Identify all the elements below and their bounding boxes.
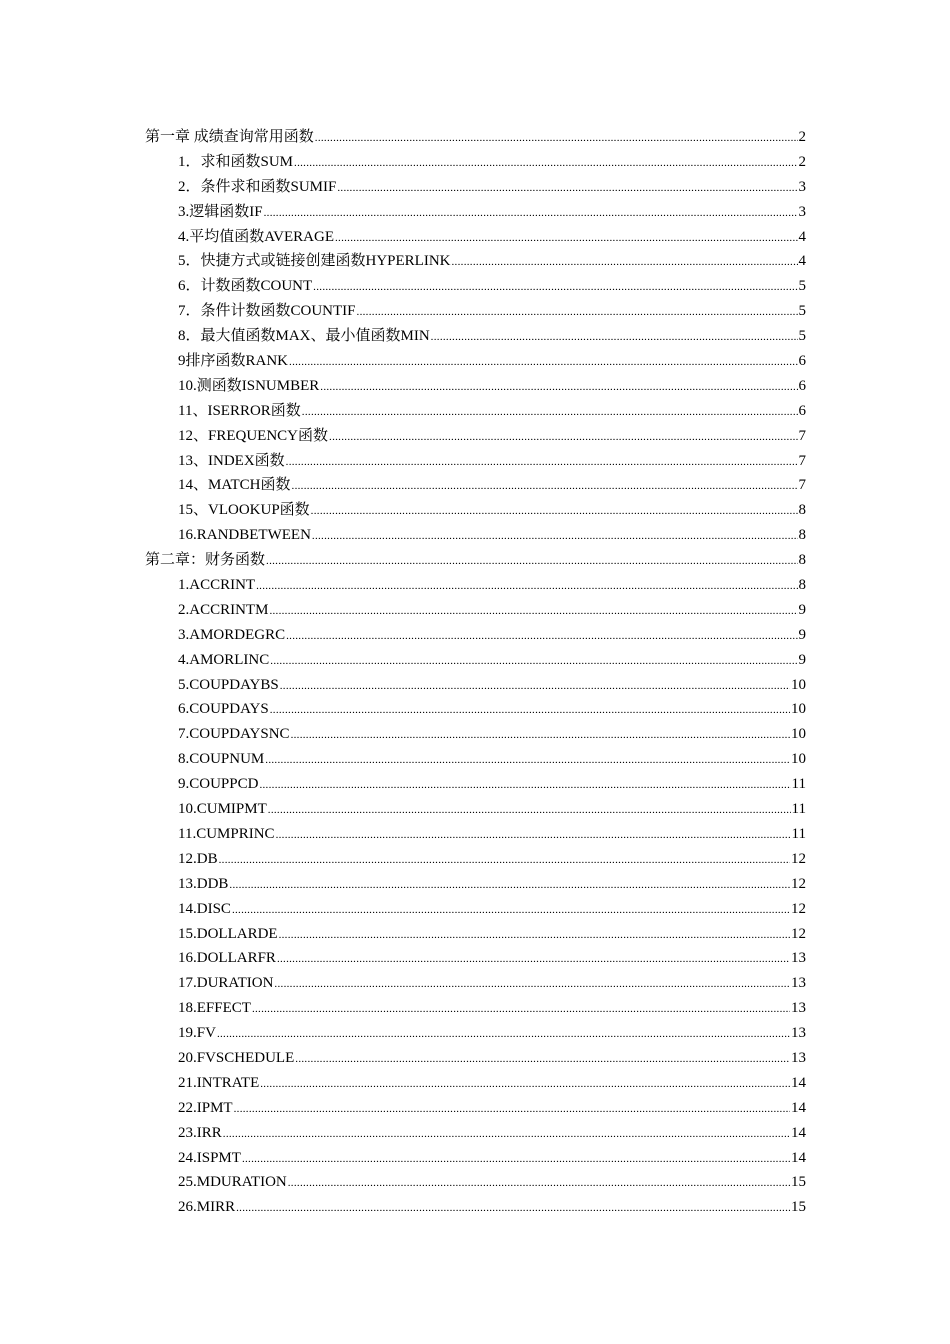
- toc-entry-title: 21.INTRATE: [178, 1074, 260, 1091]
- toc-entry-title: 5．快捷方式或链接创建函数HYPERLINK: [178, 253, 451, 270]
- toc-entry[interactable]: [145, 150, 806, 175]
- toc-entry[interactable]: [145, 1146, 806, 1171]
- toc-page-number: 9: [798, 651, 806, 668]
- toc-entry[interactable]: [145, 872, 806, 897]
- toc-entry-title: 4.AMORLINC: [178, 651, 270, 668]
- toc-dot-leader: [288, 1171, 790, 1195]
- toc-entry[interactable]: [145, 697, 806, 722]
- toc-entry[interactable]: [145, 523, 806, 548]
- toc-dot-leader: [274, 972, 790, 996]
- toc-dot-leader: [302, 400, 798, 424]
- toc-page-number: 7: [798, 477, 806, 494]
- toc-entry-title: 1.ACCRINT: [178, 577, 256, 594]
- toc-page-number: 5: [798, 328, 806, 345]
- toc-dot-leader: [270, 649, 797, 673]
- toc-page-number: 14: [791, 1124, 806, 1141]
- toc-page-number: 8: [798, 577, 806, 594]
- toc-entry-title: 23.IRR: [178, 1124, 222, 1141]
- toc-dot-leader: [312, 524, 798, 548]
- toc-entry[interactable]: [145, 673, 806, 698]
- toc-entry[interactable]: [145, 399, 806, 424]
- toc-page-number: 9: [798, 626, 806, 643]
- toc-page-number: 10: [791, 726, 806, 743]
- toc-entry-title: 20.FVSCHEDULE: [178, 1049, 295, 1066]
- toc-page-number: 13: [791, 950, 806, 967]
- toc-entry-title: 第一章 成绩查询常用函数: [145, 129, 314, 145]
- toc-entry-title: 1．求和函数SUM: [178, 153, 294, 170]
- toc-page-number: 6: [798, 377, 806, 394]
- toc-dot-leader: [223, 1122, 790, 1146]
- toc-entry[interactable]: [145, 623, 806, 648]
- toc-entry[interactable]: [145, 175, 806, 200]
- toc-page-number: 13: [791, 1049, 806, 1066]
- toc-dot-leader: [217, 1022, 790, 1046]
- toc-entry-title: 第二章：财务函数: [145, 552, 266, 569]
- toc-dot-leader: [242, 1147, 790, 1171]
- toc-dot-leader: [320, 375, 797, 399]
- toc-dot-leader: [219, 848, 790, 872]
- toc-page-number: 8: [798, 552, 806, 569]
- toc-entry-title: 2．条件求和函数SUMIF: [178, 178, 337, 195]
- toc-entry-title: 16.RANDBETWEEN: [178, 527, 311, 544]
- toc-entry[interactable]: [145, 722, 806, 747]
- toc-page-number: 15: [791, 1174, 806, 1191]
- toc-dot-leader: [315, 126, 798, 150]
- toc-entry-title: 14、MATCH函数: [178, 477, 291, 494]
- toc-entry-title: 13、INDEX函数: [178, 452, 285, 469]
- toc-entry[interactable]: [145, 1170, 806, 1195]
- toc-dot-leader: [313, 275, 797, 299]
- toc-entry-title: 10.测函数ISNUMBER: [178, 377, 320, 394]
- toc-entry[interactable]: [145, 449, 806, 474]
- toc-dot-leader: [289, 350, 797, 374]
- toc-page-number: 12: [791, 925, 806, 942]
- toc-dot-leader: [431, 325, 798, 349]
- toc-dot-leader: [286, 450, 798, 474]
- toc-entry[interactable]: [145, 324, 806, 349]
- toc-page-number: 11: [791, 825, 806, 842]
- toc-page-number: 3: [798, 178, 806, 195]
- toc-dot-leader: [266, 549, 797, 573]
- toc-dot-leader: [234, 1097, 790, 1121]
- toc-dot-leader: [268, 798, 791, 822]
- toc-entry-title: 7.COUPDAYSNC: [178, 726, 290, 743]
- toc-entry-title: 19.FV: [178, 1025, 216, 1042]
- toc-page-number: 6: [798, 402, 806, 419]
- toc-dot-leader: [291, 723, 790, 747]
- toc-entry-title: 14.DISC: [178, 900, 231, 917]
- toc-dot-leader: [277, 947, 790, 971]
- toc-entry-title: 9排序函数RANK: [178, 353, 289, 370]
- toc-page-number: 4: [798, 228, 806, 245]
- toc-page-number: 2: [798, 129, 806, 145]
- toc-page-number: 10: [791, 701, 806, 718]
- toc-page-number: 3: [798, 203, 806, 220]
- toc-entry-title: 18.EFFECT: [178, 1000, 251, 1017]
- toc-entry-title: 2.ACCRINTM: [178, 601, 269, 618]
- toc-dot-leader: [229, 873, 790, 897]
- toc-dot-leader: [292, 474, 798, 498]
- toc-dot-leader: [265, 748, 790, 772]
- toc-page-number: 13: [791, 1000, 806, 1017]
- toc-page-number: 14: [791, 1149, 806, 1166]
- toc-entry-title: 25.MDURATION: [178, 1174, 287, 1191]
- toc-dot-leader: [269, 599, 797, 623]
- toc-page-number: 10: [791, 751, 806, 768]
- toc-entry[interactable]: [145, 349, 806, 374]
- toc-page-number: 14: [791, 1099, 806, 1116]
- toc-entry[interactable]: [145, 249, 806, 274]
- toc-entry[interactable]: [145, 648, 806, 673]
- toc-dot-leader: [337, 176, 797, 200]
- toc-entry[interactable]: [145, 1195, 806, 1220]
- toc-entry-title: 11.CUMPRINC: [178, 825, 275, 842]
- toc-dot-leader: [232, 898, 790, 922]
- toc-entry[interactable]: [145, 598, 806, 623]
- toc-entry[interactable]: [145, 573, 806, 598]
- toc-entry-title: 15、VLOOKUP函数: [178, 502, 310, 519]
- toc-entry-title: 7．条件计数函数COUNTIF: [178, 303, 356, 320]
- toc-chapter-entry[interactable]: [145, 548, 806, 573]
- toc-entry[interactable]: [145, 473, 806, 498]
- toc-entry-title: 26.MIRR: [178, 1199, 236, 1216]
- toc-entry-title: 8．最大值函数MAX、最小值函数MIN: [178, 328, 430, 345]
- toc-page-number: 8: [798, 527, 806, 544]
- toc-entry[interactable]: [145, 797, 806, 822]
- toc-dot-leader: [357, 300, 798, 324]
- toc-entry[interactable]: [145, 747, 806, 772]
- toc-page-number: 14: [791, 1074, 806, 1091]
- toc-page-number: 2: [798, 153, 806, 170]
- toc-page-number: 5: [798, 303, 806, 320]
- toc-dot-leader: [280, 674, 790, 698]
- toc-dot-leader: [295, 1047, 790, 1071]
- toc-entry[interactable]: [145, 200, 806, 225]
- toc-entry-title: 8.COUPNUM: [178, 751, 265, 768]
- toc-dot-leader: [452, 250, 798, 274]
- toc-entry[interactable]: [145, 424, 806, 449]
- toc-page-number: 6: [798, 353, 806, 370]
- toc-page-number: 13: [791, 975, 806, 992]
- toc-entry-title: 9.COUPPCD: [178, 776, 259, 793]
- toc-page-number: 4: [798, 253, 806, 270]
- toc-dot-leader: [335, 226, 798, 250]
- toc-entry[interactable]: [145, 946, 806, 971]
- toc-entry[interactable]: [145, 1046, 806, 1071]
- toc-entry[interactable]: [145, 772, 806, 797]
- toc-dot-leader: [259, 773, 790, 797]
- toc-page-number: 8: [798, 502, 806, 519]
- toc-dot-leader: [236, 1196, 790, 1220]
- toc-entry-title: 3.逻辑函数IF: [178, 203, 263, 220]
- toc-entry[interactable]: [145, 1021, 806, 1046]
- toc-entry-title: 15.DOLLARDE: [178, 925, 278, 942]
- toc-dot-leader: [256, 574, 797, 598]
- toc-entry-title: 6．计数函数COUNT: [178, 278, 313, 295]
- toc-entry-title: 6.COUPDAYS: [178, 701, 269, 718]
- toc-page-number: 5: [798, 278, 806, 295]
- toc-dot-leader: [311, 499, 798, 523]
- toc-dot-leader: [276, 823, 791, 847]
- toc-dot-leader: [329, 425, 797, 449]
- toc-page-number: 12: [791, 850, 806, 867]
- toc-entry-title: 22.IPMT: [178, 1099, 233, 1116]
- toc-entry[interactable]: [145, 847, 806, 872]
- toc-dot-leader: [270, 698, 790, 722]
- toc-entry-title: 4.平均值函数AVERAGE: [178, 228, 334, 245]
- toc-entry-title: 16.DOLLARFR: [178, 950, 276, 967]
- toc-entry-title: 24.ISPMT: [178, 1149, 241, 1166]
- toc-entry-title: 3.AMORDEGRC: [178, 626, 286, 643]
- toc-page-number: 10: [791, 676, 806, 693]
- toc-entry[interactable]: [145, 1071, 806, 1096]
- toc-entry-title: 17.DURATION: [178, 975, 274, 992]
- toc-entry[interactable]: [145, 274, 806, 299]
- toc-dot-leader: [294, 151, 797, 175]
- toc-page-number: 13: [791, 1025, 806, 1042]
- toc-entry[interactable]: [145, 225, 806, 250]
- toc-dot-leader: [286, 624, 797, 648]
- toc-entry-title: 13.DDB: [178, 875, 229, 892]
- toc-dot-leader: [260, 1072, 790, 1096]
- table-of-contents: [145, 125, 806, 1220]
- toc-page-number: 7: [798, 452, 806, 469]
- toc-entry[interactable]: [145, 299, 806, 324]
- toc-entry[interactable]: [145, 374, 806, 399]
- toc-page-number: 11: [791, 801, 806, 818]
- toc-entry[interactable]: [145, 897, 806, 922]
- toc-page-number: 12: [791, 900, 806, 917]
- toc-entry[interactable]: [145, 922, 806, 947]
- toc-entry-title: 12、FREQUENCY函数: [178, 427, 329, 444]
- toc-entry-title: 10.CUMIPMT: [178, 801, 267, 818]
- toc-page-number: 9: [798, 601, 806, 618]
- toc-page-number: 15: [791, 1199, 806, 1216]
- toc-entry-title: 12.DB: [178, 850, 218, 867]
- toc-chapter-entry[interactable]: [145, 125, 806, 150]
- toc-dot-leader: [279, 923, 790, 947]
- toc-entry[interactable]: [145, 1121, 806, 1146]
- toc-entry[interactable]: [145, 996, 806, 1021]
- toc-dot-leader: [252, 997, 790, 1021]
- toc-entry[interactable]: [145, 498, 806, 523]
- toc-page-number: 12: [791, 875, 806, 892]
- toc-dot-leader: [264, 201, 798, 225]
- toc-page-number: 7: [798, 427, 806, 444]
- toc-page-number: 11: [791, 776, 806, 793]
- toc-entry[interactable]: [145, 1096, 806, 1121]
- toc-entry[interactable]: [145, 971, 806, 996]
- toc-entry-title: 5.COUPDAYBS: [178, 676, 279, 693]
- toc-entry[interactable]: [145, 822, 806, 847]
- toc-entry-title: 11、ISERROR函数: [178, 402, 301, 419]
